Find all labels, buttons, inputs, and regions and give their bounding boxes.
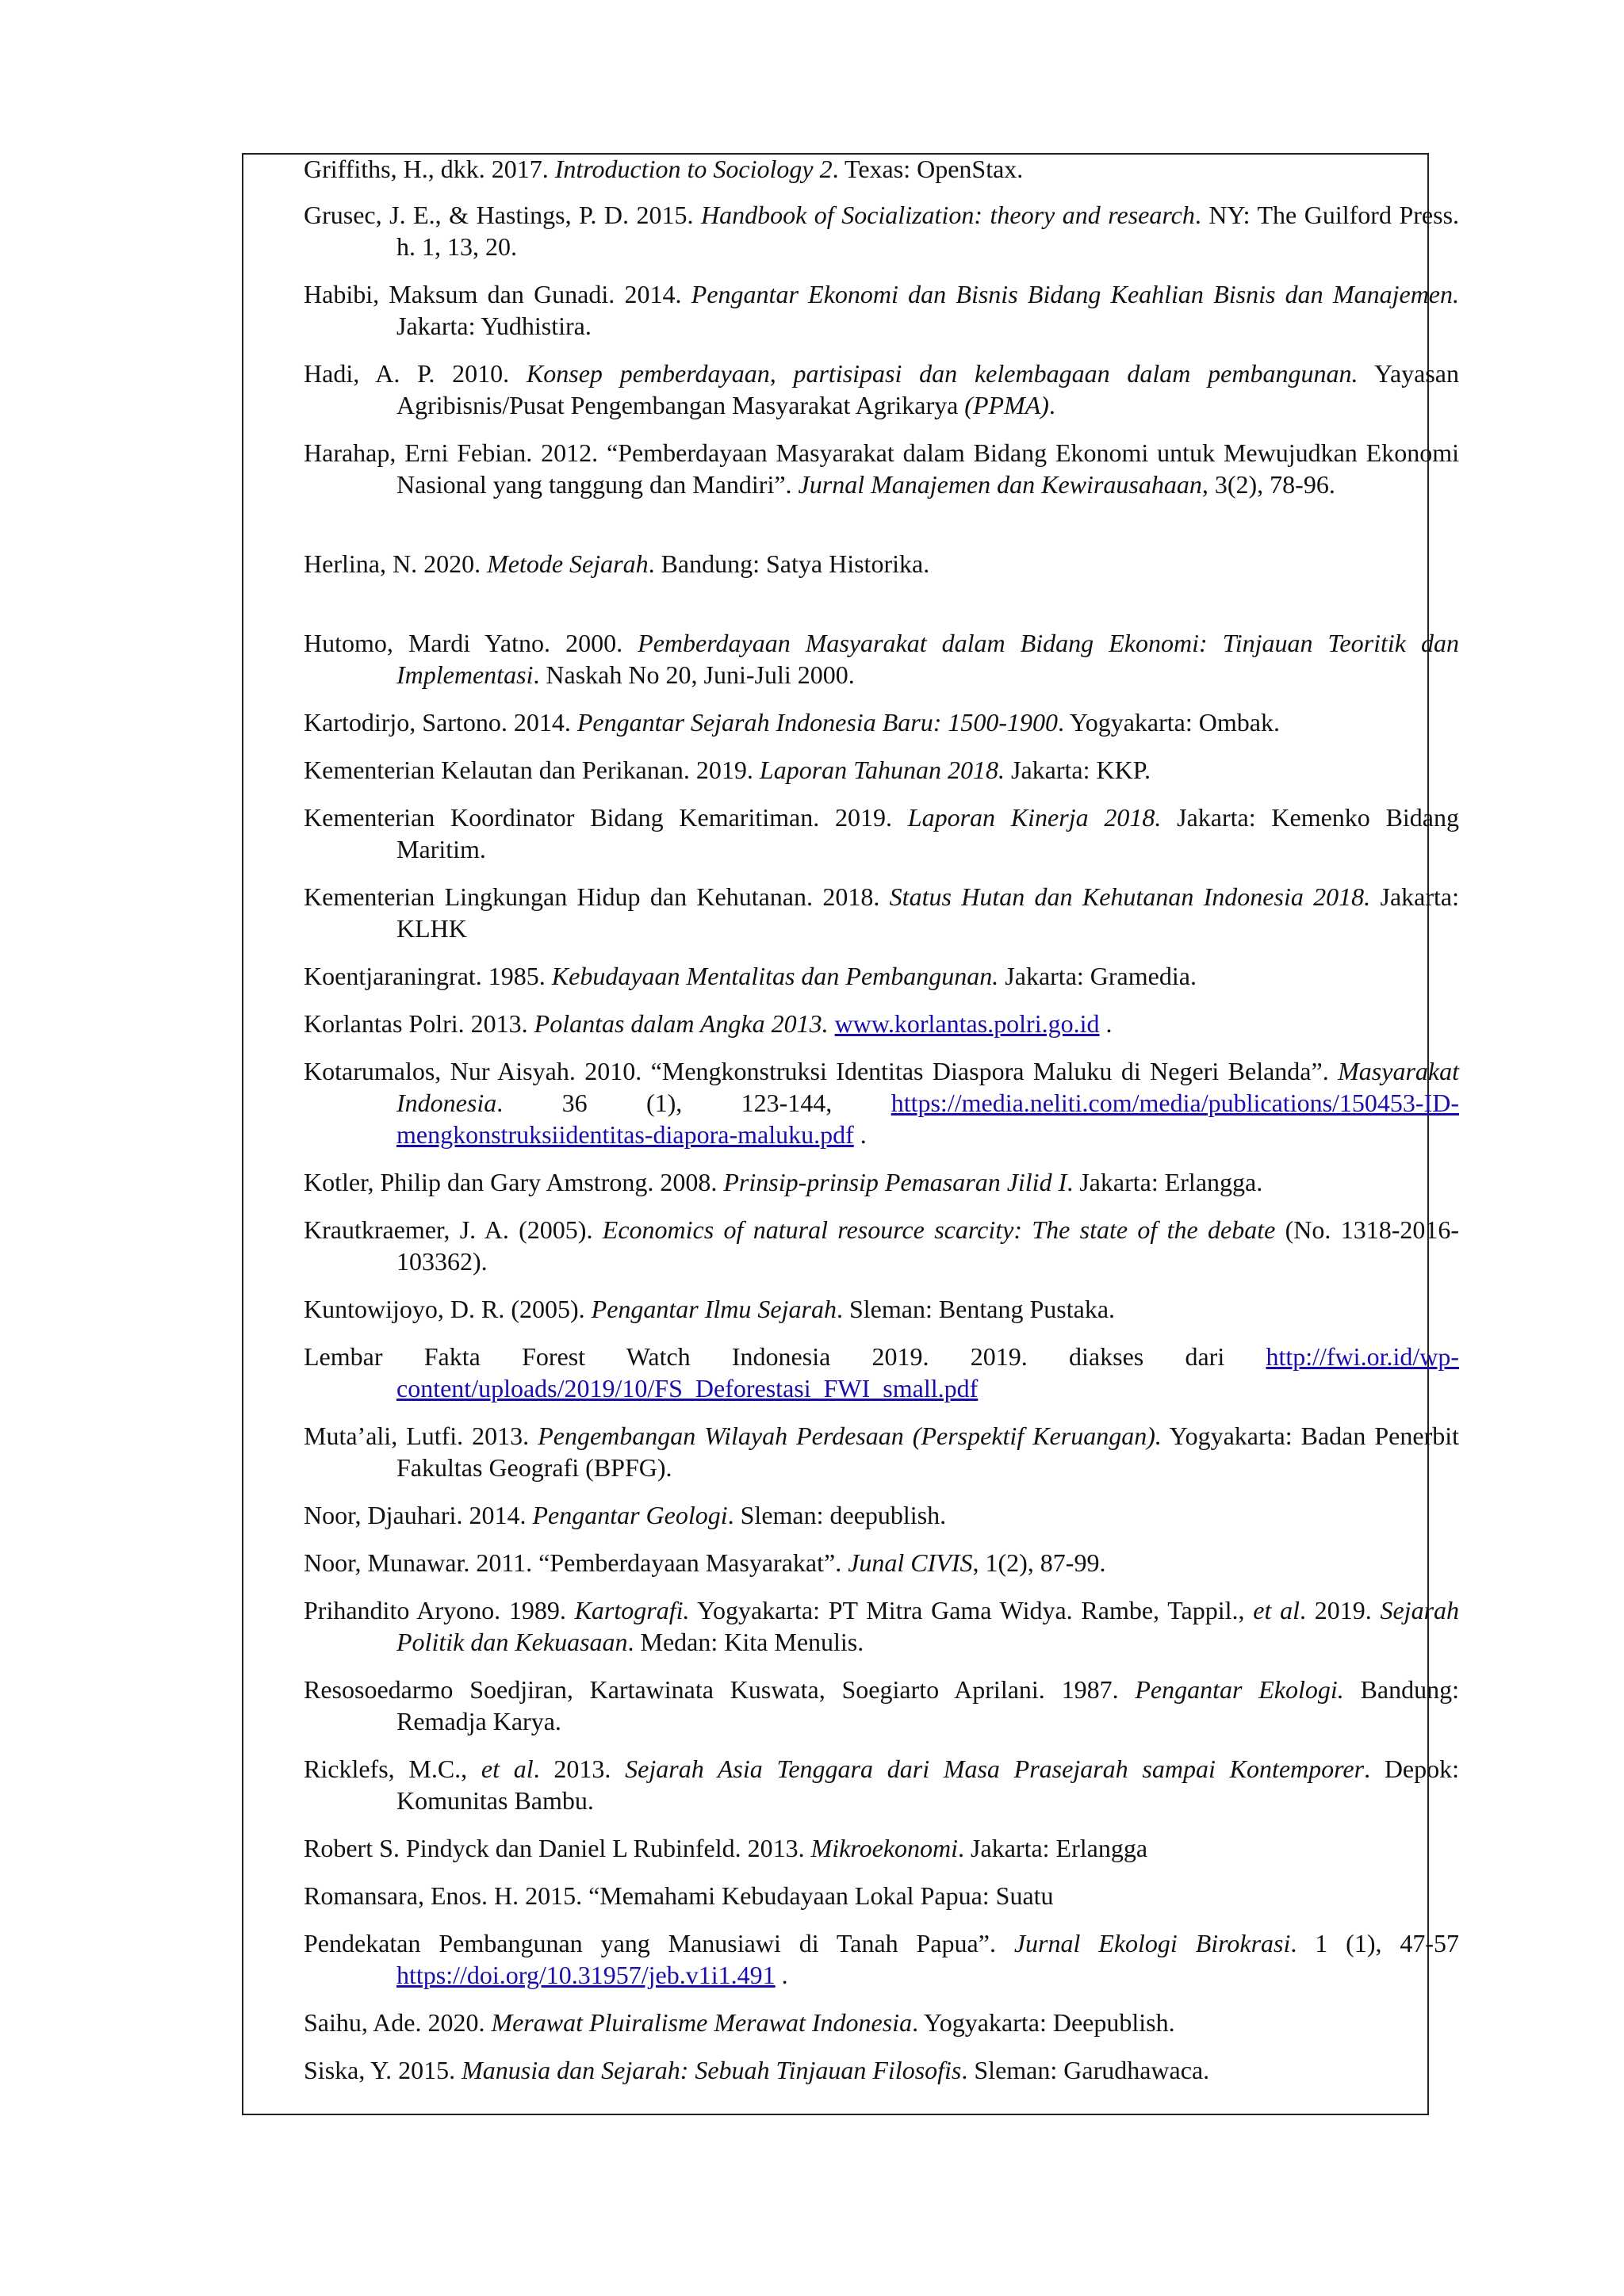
- reference-link[interactable]: https://doi.org/10.31957/jeb.v1i1.491: [396, 1961, 776, 1989]
- reference-entry: [304, 1293, 1459, 1325]
- reference-text: . Yogyakarta: Deepublish.: [912, 2008, 1175, 2037]
- reference-text: Yayasan Agribisnis/Pusat Pengembangan Masyarakat Agrikarya: [396, 359, 1459, 419]
- reference-text: . Bandung: Satya Historika.: [648, 549, 930, 578]
- reference-text: Noor, Munawar. 2011. “Pemberdayaan Masyarakat”.: [304, 1548, 848, 1577]
- reference-text: Siska, Y. 2015.: [304, 2056, 462, 2084]
- reference-entry: [304, 1927, 1459, 1991]
- reference-title-italic: (PPMA): [964, 391, 1049, 419]
- reference-title-italic: Konsep pemberdayaan, partisipasi dan kelembagaan dalam pembangunan.: [526, 359, 1358, 388]
- reference-entry: [304, 1420, 1459, 1483]
- reference-link[interactable]: www.korlantas.polri.go.id: [834, 1009, 1100, 1038]
- reference-text: Romansara, Enos. H. 2015. “Memahami Kebudayaan Lokal Papua: Suatu: [304, 1881, 1054, 1910]
- reference-text: Resosoedarmo Soedjiran, Kartawinata Kuswata, Soegiarto Aprilani. 1987.: [304, 1675, 1136, 1704]
- reference-title-italic: Manusia dan Sejarah: Sebuah Tinjauan Filosofis: [462, 2056, 962, 2084]
- reference-link[interactable]: https://media.neliti.com/media/publications/150453-ID-mengkonstruksiidentitas-diapora-maluku.pdf: [396, 1089, 1459, 1149]
- reference-title-italic: Prinsip-prinsip Pemasaran Jilid I: [723, 1168, 1067, 1196]
- reference-text: . 2013.: [533, 1755, 626, 1783]
- reference-text: . Sleman: Garudhawaca.: [961, 2056, 1210, 2084]
- reference-text: . Jakarta: Erlangga.: [1067, 1168, 1263, 1196]
- reference-text: Krautkraemer, J. A. (2005).: [304, 1215, 603, 1244]
- reference-text: . Yogyakarta: Ombak.: [1058, 708, 1280, 737]
- reference-text: . Naskah No 20, Juni-Juli 2000.: [533, 660, 855, 689]
- reference-title-italic: Mikroekonomi: [810, 1834, 959, 1862]
- reference-title-italic: Sejarah Asia Tenggara dari Masa Prasejarah sampai Kontemporer: [625, 1755, 1365, 1783]
- reference-text: . Sleman: deepublish.: [727, 1501, 947, 1529]
- reference-text: . 1 (1), 47-57: [1290, 1929, 1460, 1957]
- reference-title-italic: Jurnal Manajemen dan Kewirausahaan: [798, 470, 1202, 499]
- reference-entry: [304, 1880, 1459, 1911]
- reference-title-italic: Polantas dalam Angka 2013.: [534, 1009, 829, 1038]
- reference-entry: [304, 1341, 1459, 1404]
- reference-text: [829, 1009, 835, 1038]
- reference-title-italic: Introduction to Sociology 2: [554, 155, 833, 183]
- reference-entry: [304, 802, 1459, 865]
- reference-entry: [304, 437, 1459, 500]
- reference-entry: [304, 627, 1459, 691]
- reference-title-italic: Handbook of Socialization: theory and research: [700, 201, 1195, 229]
- reference-title-italic: et al: [481, 1755, 534, 1783]
- reference-text: Koentjaraningrat. 1985.: [304, 962, 552, 990]
- reference-text: Hutomo, Mardi Yatno. 2000.: [304, 629, 638, 657]
- reference-text: .: [853, 1120, 867, 1149]
- reference-text: Kotarumalos, Nur Aisyah. 2010. “Mengkonstruksi Identitas Diaspora Maluku di Negeri Belanda”.: [304, 1057, 1339, 1085]
- reference-title-italic: Pengantar Ekologi.: [1135, 1675, 1344, 1704]
- reference-entry: [304, 1594, 1459, 1658]
- reference-text: Kuntowijoyo, D. R. (2005).: [304, 1295, 592, 1323]
- reference-text: Herlina, N. 2020.: [304, 549, 488, 578]
- reference-text: Yogyakarta: PT Mitra Gama Widya. Rambe, Tappil.,: [689, 1596, 1254, 1624]
- reference-text: .: [1099, 1009, 1113, 1038]
- reference-entry: [304, 1753, 1459, 1816]
- reference-text: (No. 1318-2016-103362).: [396, 1215, 1460, 1276]
- reference-text: Jakarta: Gramedia.: [998, 962, 1197, 990]
- reference-text: Jakarta: Yudhistira.: [396, 312, 592, 340]
- reference-text: Jakarta: KLHK: [396, 882, 1460, 943]
- reference-entry: [304, 2007, 1459, 2038]
- reference-title-italic: Jurnal Ekologi Birokrasi: [1013, 1929, 1291, 1957]
- reference-text: Pendekatan Pembangunan yang Manusiawi di Tanah Papua”.: [304, 1929, 1014, 1957]
- reference-title-italic: Laporan Tahunan 2018.: [759, 756, 1005, 784]
- reference-title-italic: Masyarakat Indonesia: [396, 1057, 1459, 1117]
- reference-title-italic: Pengembangan Wilayah Perdesaan (Perspektif Keruangan).: [538, 1422, 1162, 1450]
- reference-text: . NY: The Guilford Press. h. 1, 13, 20.: [396, 201, 1460, 261]
- reference-text: Robert S. Pindyck dan Daniel L Rubinfeld. 2013.: [304, 1834, 811, 1862]
- reference-text: Kartodirjo, Sartono. 2014.: [304, 708, 577, 737]
- reference-entry: [304, 2054, 1459, 2086]
- reference-title-italic: Laporan Kinerja 2018.: [907, 803, 1162, 832]
- reference-text: Kementerian Kelautan dan Perikanan. 2019.: [304, 756, 760, 784]
- reference-text: Hadi, A. P. 2010.: [304, 359, 527, 388]
- reference-text: Prihandito Aryono. 1989.: [304, 1596, 575, 1624]
- reference-entry: [304, 358, 1459, 421]
- reference-entry: [304, 153, 1459, 185]
- reference-text: Ricklefs, M.C.,: [304, 1755, 481, 1783]
- reference-text: Korlantas Polri. 2013.: [304, 1009, 534, 1038]
- reference-entry: [304, 1214, 1459, 1277]
- reference-text: .: [775, 1961, 788, 1989]
- reference-entry: [304, 881, 1459, 944]
- reference-text: Noor, Djauhari. 2014.: [304, 1501, 533, 1529]
- reference-title-italic: Pengantar Sejarah Indonesia Baru: 1500-1900: [576, 708, 1058, 737]
- reference-text: . Jakarta: Erlangga: [958, 1834, 1148, 1862]
- reference-text: . Texas: OpenStax.: [832, 155, 1024, 183]
- reference-title-italic: Economics of natural resource scarcity: The state of the debate: [602, 1215, 1276, 1244]
- reference-text: Jakarta: KKP.: [1005, 756, 1151, 784]
- reference-link[interactable]: http://fwi.or.id/wp-content/uploads/2019/10/FS_Deforestasi_FWI_small.pdf: [396, 1342, 1459, 1402]
- reference-text: Bandung: Remadja Karya.: [396, 1675, 1460, 1735]
- reference-title-italic: Merawat Pluiralisme Merawat Indonesia: [491, 2008, 913, 2037]
- reference-text: Kotler, Philip dan Gary Amstrong. 2008.: [304, 1168, 724, 1196]
- reference-text: . Sleman: Bentang Pustaka.: [836, 1295, 1116, 1323]
- reference-entry: [304, 1832, 1459, 1864]
- reference-entry: [304, 278, 1459, 342]
- reference-text: Saihu, Ade. 2020.: [304, 2008, 492, 2037]
- reference-entry: [304, 754, 1459, 786]
- reference-text: Griffiths, H., dkk. 2017.: [304, 155, 555, 183]
- reference-entry: [304, 1499, 1459, 1531]
- reference-text: , 1(2), 87-99.: [972, 1548, 1106, 1577]
- reference-text: Kementerian Koordinator Bidang Kemaritiman. 2019.: [304, 803, 908, 832]
- reference-text: Muta’ali, Lutfi. 2013.: [304, 1422, 538, 1450]
- reference-text: Yogyakarta: Badan Penerbit Fakultas Geografi (BPFG).: [396, 1422, 1460, 1482]
- reference-text: . 2019.: [1299, 1596, 1381, 1624]
- reference-title-italic: Pengantar Ilmu Sejarah: [591, 1295, 837, 1323]
- reference-title-italic: Pengantar Ekonomi dan Bisnis Bidang Keahlian Bisnis dan Manajemen.: [691, 280, 1460, 308]
- reference-text: Lembar Fakta Forest Watch Indonesia 2019. 2019. diakses dari: [304, 1342, 1266, 1371]
- reference-entry: [304, 706, 1459, 738]
- reference-text: . Medan: Kita Menulis.: [627, 1628, 864, 1656]
- reference-text: Grusec, J. E., & Hastings, P. D. 2015.: [304, 201, 701, 229]
- reference-entry: [304, 1055, 1459, 1150]
- reference-title-italic: Metode Sejarah: [487, 549, 649, 578]
- reference-title-italic: Sejarah Politik dan Kekuasaan: [396, 1596, 1460, 1656]
- reference-entry: [304, 1166, 1459, 1198]
- reference-title-italic: Junal CIVIS: [848, 1548, 973, 1577]
- reference-entry: [304, 1674, 1459, 1737]
- reference-title-italic: Pemberdayaan Masyarakat dalam Bidang Ekonomi: Tinjauan Teoritik dan Implementasi: [396, 629, 1460, 689]
- reference-title-italic: Status Hutan dan Kehutanan Indonesia 2018.: [889, 882, 1371, 911]
- reference-entry: [304, 1008, 1459, 1039]
- reference-entry: [304, 1547, 1459, 1578]
- reference-title-italic: Pengantar Geologi: [532, 1501, 728, 1529]
- reference-text: , 3(2), 78-96.: [1201, 470, 1335, 499]
- reference-entry: [304, 548, 1459, 580]
- reference-text: . 36 (1), 123-144,: [496, 1089, 891, 1117]
- reference-entry: [304, 199, 1459, 262]
- reference-title-italic: et al: [1253, 1596, 1300, 1624]
- reference-text: Kementerian Lingkungan Hidup dan Kehutanan. 2018.: [304, 882, 890, 911]
- reference-text: .: [1048, 391, 1055, 419]
- reference-title-italic: Kartografi.: [574, 1596, 690, 1624]
- reference-text: Harahap, Erni Febian. 2012. “Pemberdayaan Masyarakat dalam Bidang Ekonomi untuk Mewujudkan Ekonomi Nasional yang tanggung dan Mandiri”.: [304, 438, 1459, 499]
- reference-text: Habibi, Maksum dan Gunadi. 2014.: [304, 280, 691, 308]
- reference-entry: [304, 960, 1459, 992]
- reference-text: . Depok: Komunitas Bambu.: [396, 1755, 1460, 1815]
- reference-title-italic: Kebudayaan Mentalitas dan Pembangunan.: [551, 962, 999, 990]
- reference-text: Jakarta: Kemenko Bidang Maritim.: [396, 803, 1460, 863]
